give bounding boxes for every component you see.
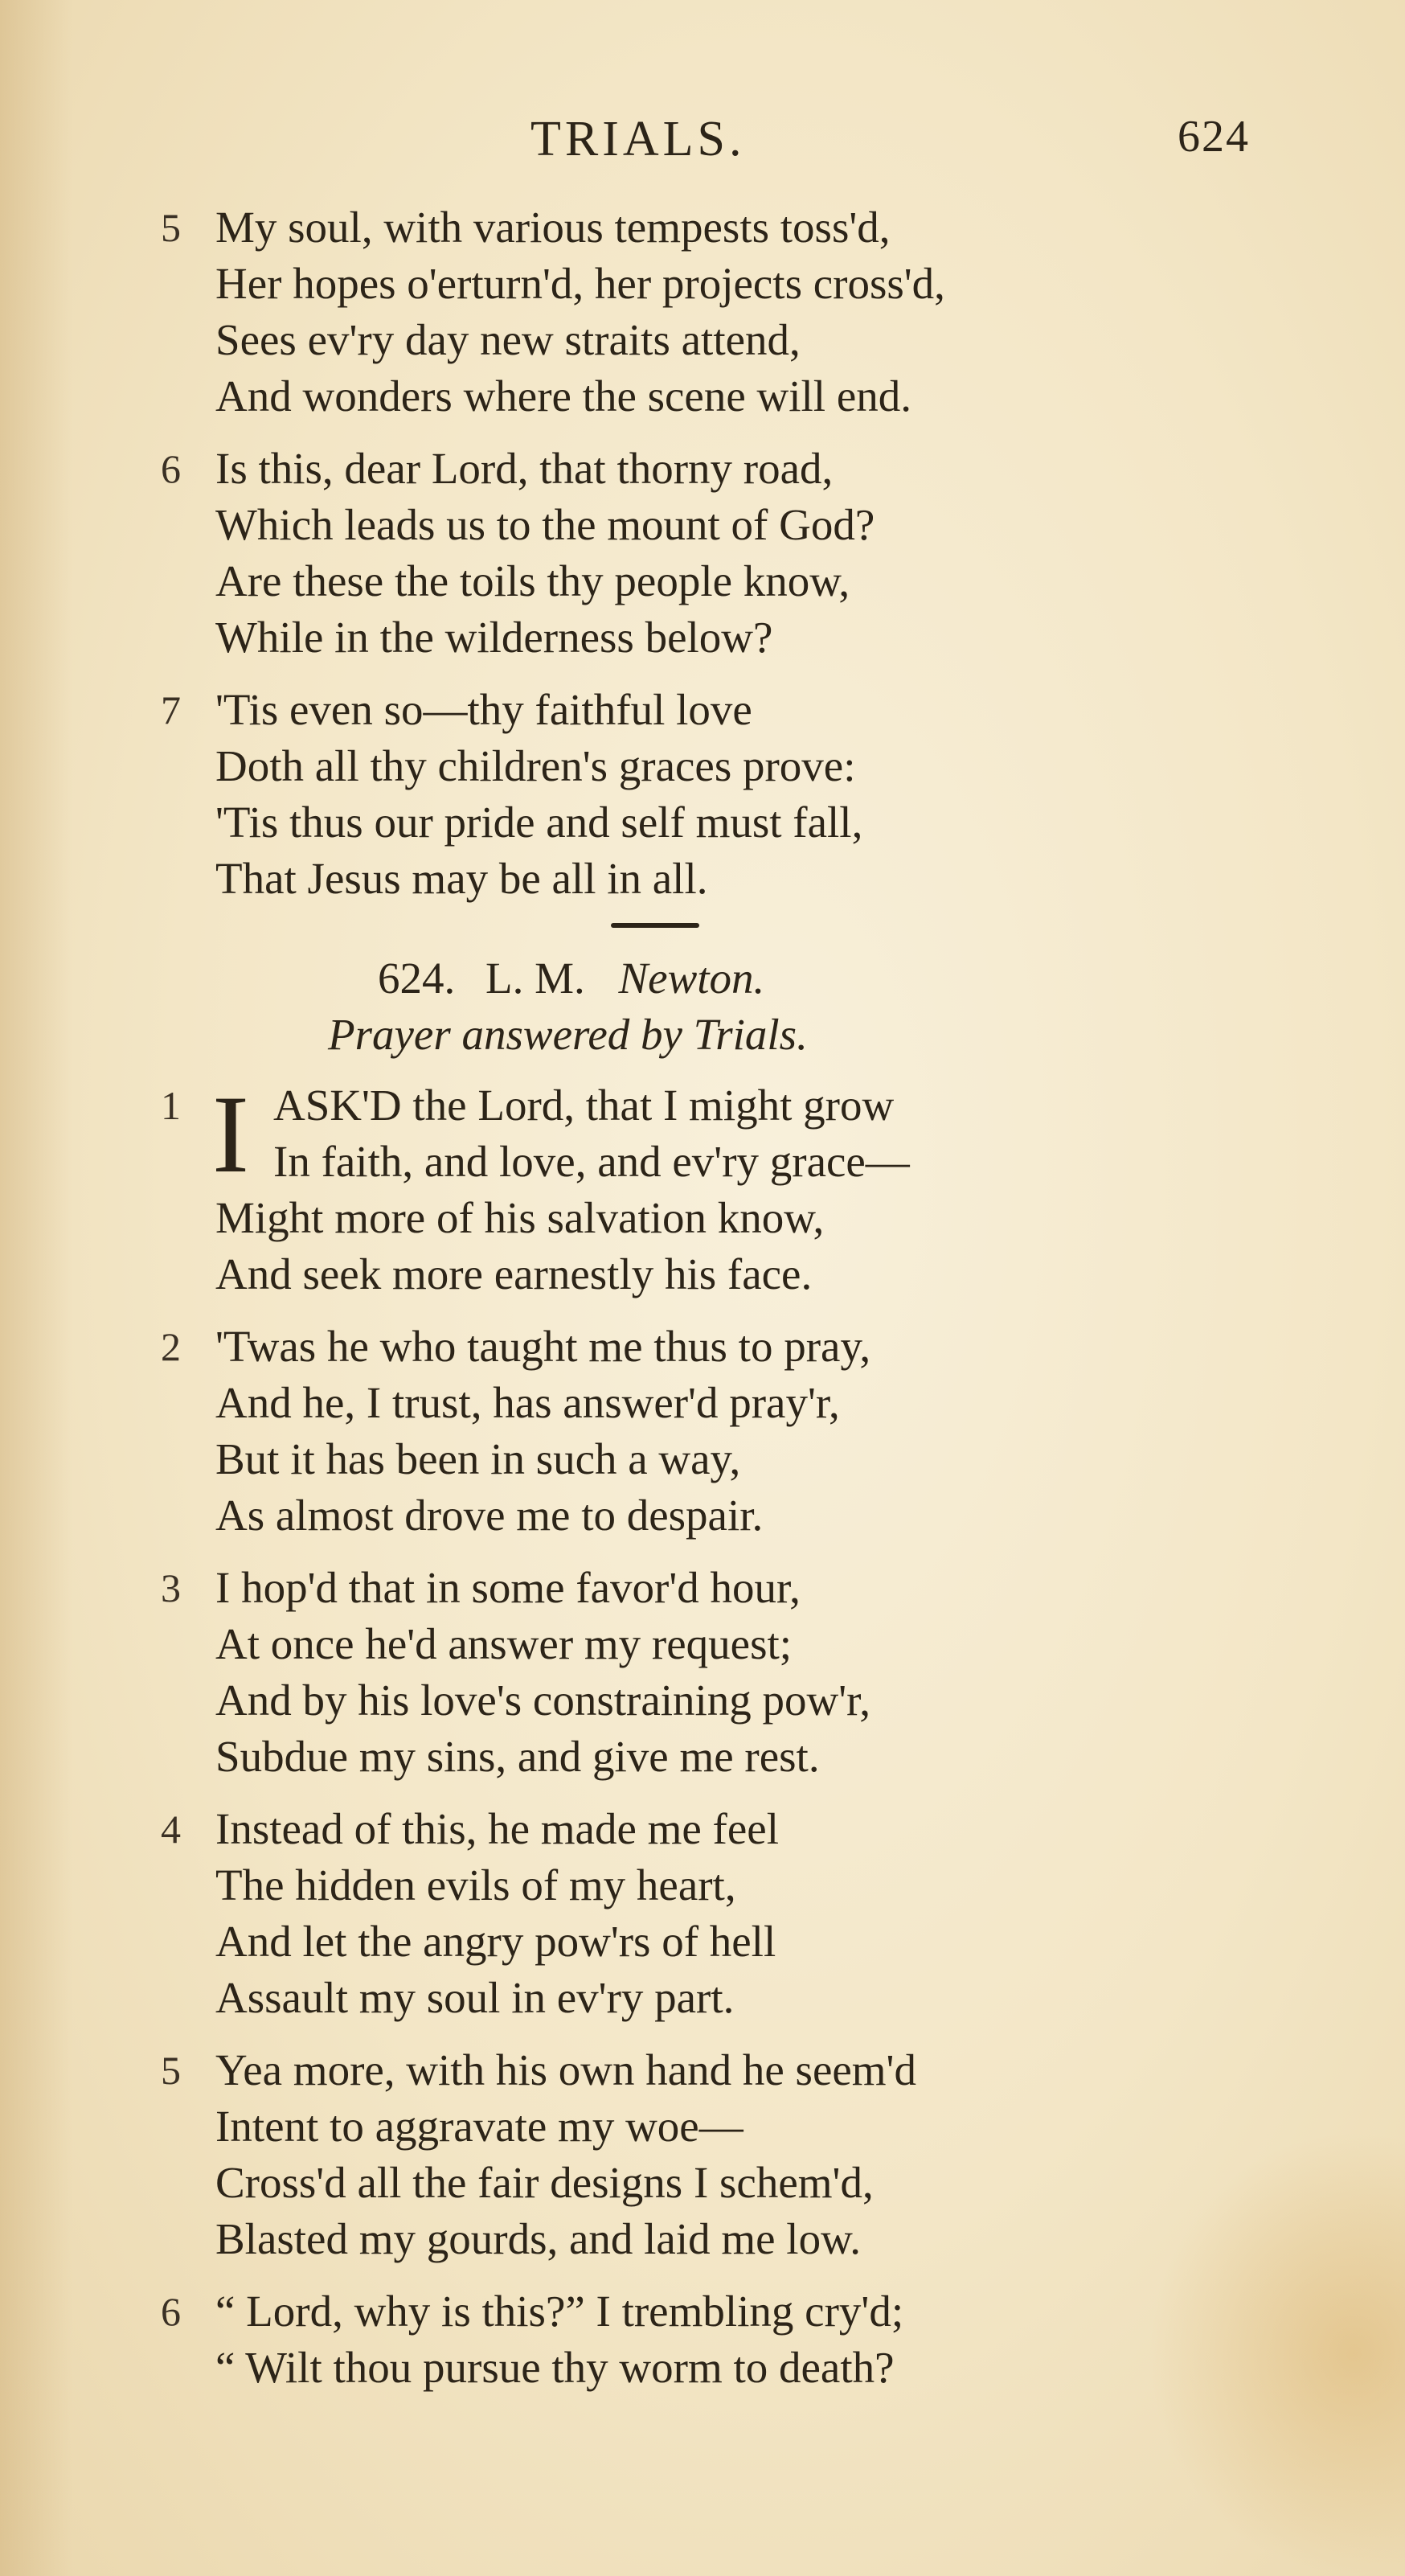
verse-line: Might more of his salvation know, — [215, 1193, 825, 1242]
verse-line: 'Twas he who taught me thus to pray, — [215, 1322, 871, 1371]
stanza-number: 2 — [161, 1324, 181, 1369]
verse-line: Doth all thy children's graces prove: — [215, 741, 856, 790]
stanza — [161, 1073, 1254, 1302]
verse-line: And let the angry pow'rs of hell — [215, 1917, 776, 1966]
page-number: 624 — [1178, 112, 1250, 162]
verse-line: Her hopes o'erturn'd, her projects cross'd, — [215, 259, 945, 308]
stanza-number: 6 — [161, 2289, 181, 2334]
stanza-number: 5 — [161, 2048, 181, 2093]
verse-line: At once he'd answer my request; — [215, 1619, 793, 1668]
verse-line: Which leads us to the mount of God? — [215, 500, 875, 549]
stanza — [161, 2283, 1254, 2396]
verse-line: ASK'D the Lord, that I might grow — [273, 1081, 895, 1130]
verse-line: Sees ev'ry day new straits attend, — [215, 315, 801, 364]
verse-line: 'Tis thus our pride and self must fall, — [215, 798, 863, 847]
stanza — [161, 682, 1254, 907]
verse-line: The hidden evils of my heart, — [215, 1860, 736, 1909]
verse-line: As almost drove me to despair. — [215, 1491, 764, 1540]
stanza — [161, 2042, 1254, 2267]
verse-line: Is this, dear Lord, that thorny road, — [215, 444, 834, 493]
verse-line: In faith, and love, and ev'ry grace— — [273, 1137, 910, 1186]
drop-cap: I — [212, 1073, 249, 1196]
stanza-number: 3 — [161, 1565, 181, 1610]
stanza-number: 5 — [161, 205, 181, 250]
verse-line: Assault my soul in ev'ry part. — [215, 1973, 735, 2022]
hymn-heading — [161, 950, 1254, 1063]
verse-line: Cross'd all the fair designs I schem'd, — [215, 2158, 874, 2207]
hymn-title: Prayer answered by Trials. — [328, 1010, 808, 1059]
verse-line: Are these the toils thy people know, — [215, 556, 850, 605]
stanza-number: 7 — [161, 687, 181, 732]
verse-line: And seek more earnestly his face. — [215, 1249, 813, 1298]
page-edge-shadow — [0, 0, 72, 2576]
verse-line: Subdue my sins, and give me rest. — [215, 1732, 820, 1781]
verse-line: “ Wilt thou pursue thy worm to death? — [215, 2343, 895, 2392]
verse-line: I hop'd that in some favor'd hour, — [215, 1563, 801, 1612]
verse-line: 'Tis even so—thy faithful love — [215, 685, 752, 734]
stanza-number: 6 — [161, 446, 181, 491]
verse-line: And wonders where the scene will end. — [215, 371, 911, 420]
stanza — [161, 1801, 1254, 2026]
hymn-number-meter-line — [378, 950, 1254, 1007]
verse-line: And he, I trust, has answer'd pray'r, — [215, 1378, 840, 1427]
page-header — [0, 111, 1405, 175]
verse-line: While in the wilderness below? — [215, 613, 773, 662]
verse-line: “ Lord, why is this?” I trembling cry'd; — [215, 2287, 904, 2336]
verse-line: Yea more, with his own hand he seem'd — [215, 2045, 916, 2094]
hymn-meter: L. M. — [485, 954, 585, 1003]
stanza — [161, 441, 1254, 666]
running-head: TRIALS. — [530, 112, 746, 166]
stanza — [161, 199, 1254, 425]
stanza — [161, 1319, 1254, 1544]
verse-line: My soul, with various tempests toss'd, — [215, 203, 891, 252]
verse-line: Intent to aggravate my woe— — [215, 2102, 743, 2151]
verse-line: Instead of this, he made me feel — [215, 1804, 779, 1853]
stanza — [161, 1560, 1254, 1785]
verse-line: And by his love's constraining pow'r, — [215, 1676, 871, 1725]
stanza-number: 4 — [161, 1807, 181, 1852]
stanza-number: 1 — [161, 1083, 181, 1128]
verse-line: But it has been in such a way, — [215, 1434, 741, 1483]
verse-line: Blasted my gourds, and laid me low. — [215, 2214, 861, 2263]
verse-line: That Jesus may be all in all. — [215, 854, 708, 903]
hymn-body — [161, 199, 1254, 2412]
section-divider — [611, 923, 699, 928]
hymn-author: Newton. — [618, 954, 765, 1003]
hymn-number: 624. — [378, 954, 456, 1003]
